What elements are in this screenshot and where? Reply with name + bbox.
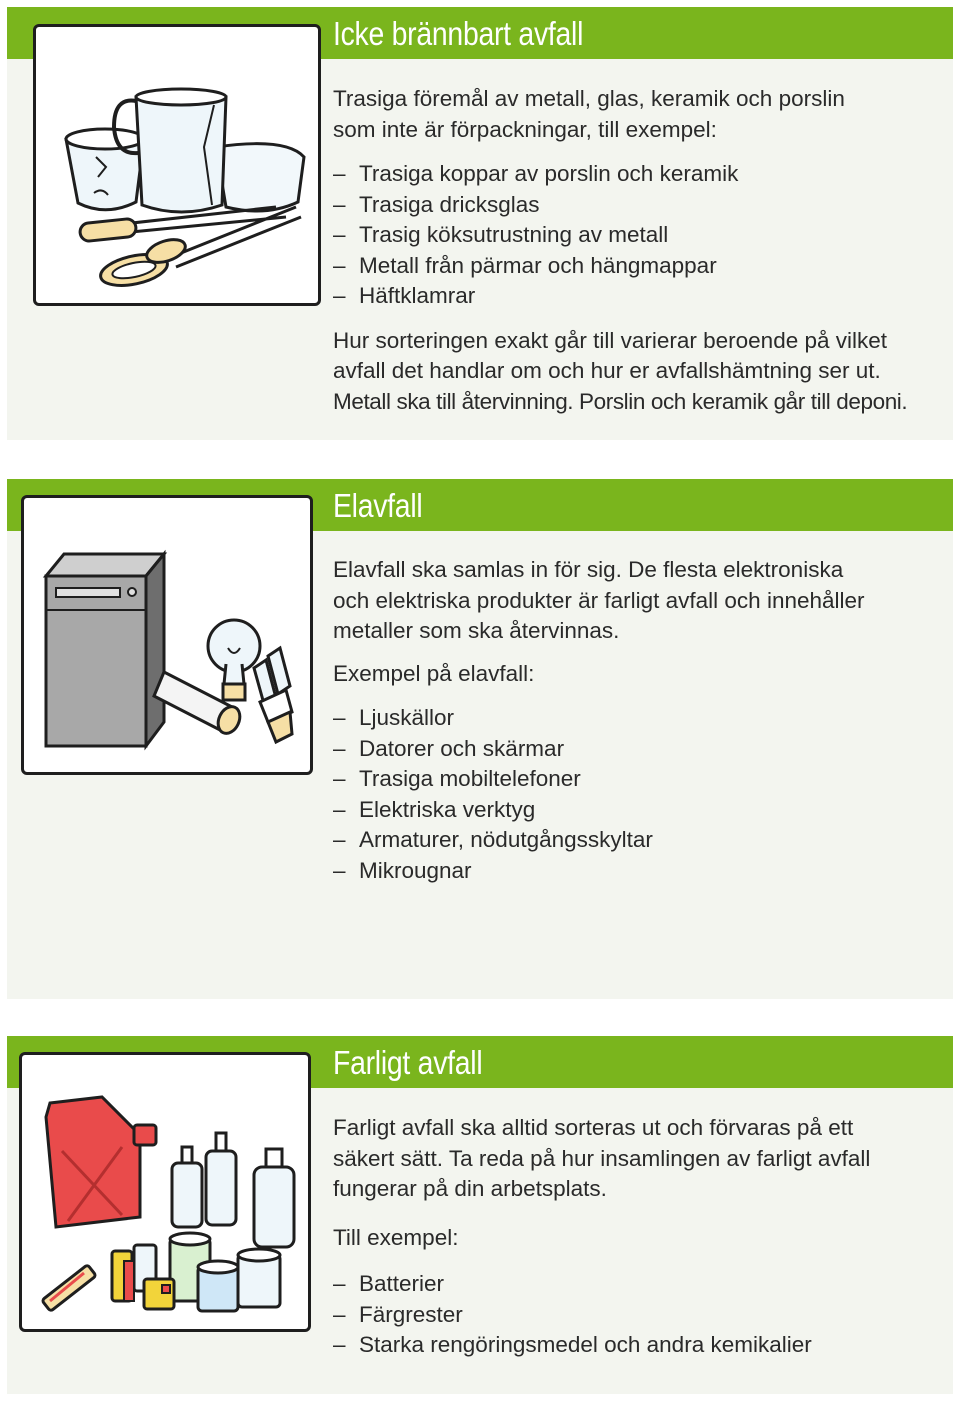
bullet-dash: – [333, 252, 346, 278]
list-item-text: Trasiga koppar av porslin och keramik [359, 161, 739, 186]
bullet-dash: – [333, 161, 346, 186]
bullet-dash: – [333, 857, 346, 883]
list-item-text: Trasiga mobiltelefoner [359, 766, 581, 791]
illustration-frame [21, 495, 313, 775]
bullet-dash: – [333, 1332, 346, 1357]
broken-cups-scissors-icon [36, 27, 318, 303]
list-item [333, 856, 937, 887]
bullet-dash: – [333, 796, 346, 822]
list-item [333, 1300, 937, 1331]
section-content [333, 1113, 937, 1361]
illustration-frame [33, 24, 321, 306]
examples-label: Exempel på elavfall: [333, 660, 535, 686]
list-item [333, 764, 937, 795]
intro-line: Trasiga föremål av metall, glas, keramik och porslin [333, 86, 845, 111]
examples-label: Till exempel: [333, 1224, 459, 1250]
list-item-text: Färgrester [359, 1301, 463, 1327]
section-hazardous-waste [7, 1036, 953, 1394]
list-item [333, 734, 937, 765]
intro-line: fungerar på din arbetsplats. [333, 1176, 607, 1201]
computer-lightbulb-icon [24, 498, 310, 772]
intro-line: Farligt avfall ska alltid sorteras ut och förvaras på ett [333, 1115, 854, 1140]
list-item-text: Starka rengöringsmedel och andra kemikalier [359, 1332, 812, 1357]
bullet-dash: – [333, 283, 346, 308]
intro-line: metaller som ska återvinnas. [333, 618, 620, 643]
list-item-text: Mikrougnar [359, 857, 472, 883]
list-item [333, 703, 937, 734]
list-item-text: Trasig köksutrustning av metall [359, 222, 669, 247]
section-title: Icke brännbart avfall [333, 15, 584, 52]
illustration-frame [19, 1052, 311, 1332]
bullet-dash: – [333, 766, 346, 791]
list-item-text: Trasiga dricksglas [359, 191, 540, 217]
intro-line: säkert sätt. Ta reda på hur insamlingen av farligt avfall [333, 1145, 871, 1171]
list-item-text: Metall från pärmar och hängmappar [359, 252, 717, 278]
bullet-dash: – [333, 735, 346, 761]
note-line: Hur sorteringen exakt går till varierar beroende på vilket [333, 327, 888, 353]
intro-line: Elavfall ska samlas in för sig. De flesta elektroniska [333, 557, 844, 582]
intro-text [333, 1113, 937, 1205]
bullet-dash: – [333, 1271, 346, 1296]
list-item [333, 795, 937, 826]
list-item [333, 190, 937, 221]
list-item-text: Batterier [359, 1271, 445, 1296]
note-line: Metall ska till återvinning. Porslin och keramik går till deponi. [333, 388, 908, 414]
list-item-text: Armaturer, nödutgångsskyltar [359, 827, 653, 852]
list-item [333, 251, 937, 282]
section-content [333, 84, 937, 417]
section-non-combustible [7, 7, 953, 440]
bullet-dash: – [333, 191, 346, 217]
item-list [333, 1269, 937, 1361]
section-electrical-waste [7, 479, 953, 999]
list-item-text: Elektriska verktyg [359, 796, 536, 822]
intro-text [333, 555, 937, 647]
section-title: Elavfall [333, 487, 423, 524]
list-item [333, 220, 937, 251]
note-text [333, 326, 937, 418]
item-list [333, 703, 937, 886]
list-item [333, 281, 937, 312]
section-content [333, 555, 937, 886]
intro-line: som inte är förpackningar, till exempel: [333, 116, 717, 142]
bullet-dash: – [333, 705, 346, 730]
list-item [333, 1330, 937, 1361]
intro-text [333, 84, 937, 145]
item-list [333, 159, 937, 312]
list-item-text: Datorer och skärmar [359, 735, 565, 761]
list-item [333, 159, 937, 190]
bullet-dash: – [333, 1301, 346, 1327]
list-item-text: Häftklamrar [359, 283, 476, 308]
section-title: Farligt avfall [333, 1044, 483, 1081]
list-item [333, 825, 937, 856]
note-line: avfall det handlar om och hur er avfallshämtning ser ut. [333, 358, 881, 383]
intro-line: och elektriska produkter är farligt avfall och innehåller [333, 587, 865, 613]
list-item-text: Ljuskällor [359, 705, 455, 730]
bullet-dash: – [333, 222, 346, 247]
bullet-dash: – [333, 827, 346, 852]
list-item [333, 1269, 937, 1300]
canister-bottles-batteries-icon [22, 1055, 308, 1329]
